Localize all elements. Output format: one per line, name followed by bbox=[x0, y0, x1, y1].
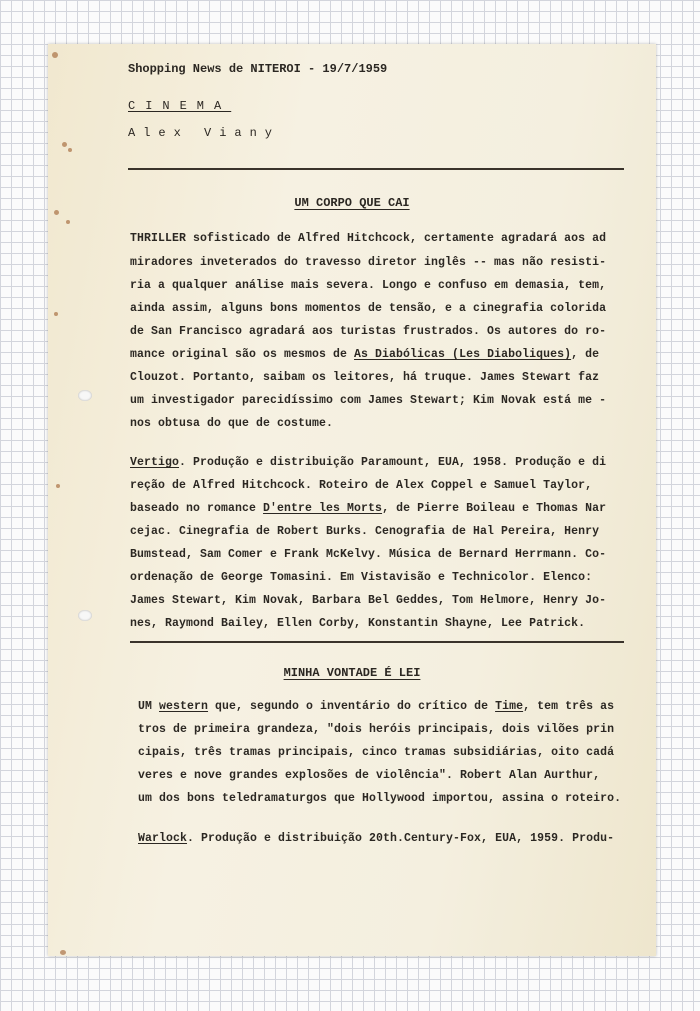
text-line: baseado no romance D'entre les Morts, de Pierre Boileau e Thomas Nar bbox=[130, 502, 607, 515]
review-title: UM CORPO QUE CAI bbox=[294, 196, 410, 210]
text-line: nes, Raymond Bailey, Ellen Corby, Konstantin Shayne, Lee Patrick. bbox=[130, 617, 586, 630]
section-title: CINEMA bbox=[128, 99, 232, 113]
text-line: reção de Alfred Hitchcock. Roteiro de Alex Coppel e Samuel Taylor, bbox=[130, 479, 593, 492]
rust-stain bbox=[62, 142, 67, 147]
punch-hole bbox=[78, 610, 92, 621]
rust-stain bbox=[54, 210, 59, 215]
text-line: Vertigo. Produção e distribuição Paramount, EUA, 1958. Produção e di bbox=[130, 456, 607, 469]
text-line: Bumstead, Sam Comer e Frank McKelvy. Música de Bernard Herrmann. Co- bbox=[130, 548, 607, 561]
divider bbox=[130, 641, 624, 643]
typewritten-page bbox=[48, 44, 656, 956]
text-line: de San Francisco agradará aos turistas frustrados. Os autores do ro- bbox=[130, 325, 607, 338]
text-line: cipais, três tramas principais, cinco tramas subsidiárias, oito cadá bbox=[138, 746, 615, 759]
rust-stain bbox=[68, 148, 72, 152]
rust-stain bbox=[60, 950, 66, 955]
text-line: nos obtusa do que de costume. bbox=[130, 417, 334, 430]
text-line: cejac. Cinegrafia de Robert Burks. Cenografia de Hal Pereira, Henry bbox=[130, 525, 600, 538]
text-line: ainda assim, alguns bons momentos de tensão, e a cinegrafia colorida bbox=[130, 302, 607, 315]
punch-hole bbox=[78, 390, 92, 401]
author: Alex Viany bbox=[128, 126, 281, 140]
review-title: MINHA VONTADE É LEI bbox=[283, 666, 421, 680]
text-line: THRILLER sofisticado de Alfred Hitchcock, certamente agradará aos ad bbox=[130, 232, 607, 245]
page-header: Shopping News de NITEROI - 19/7/1959 bbox=[128, 62, 388, 76]
text-line: Clouzot. Portanto, saibam os leitores, há truque. James Stewart faz bbox=[130, 371, 600, 384]
text-line: UM western que, segundo o inventário do crítico de Time, tem três as bbox=[138, 700, 615, 713]
text-line: mance original são os mesmos de As Diabólicas (Les Diaboliques), de bbox=[130, 348, 600, 361]
credits-line: Warlock. Produção e distribuição 20th.Century-Fox, EUA, 1959. Produ- bbox=[138, 832, 615, 845]
text-line: tros de primeira grandeza, "dois heróis principais, dois vilões prin bbox=[138, 723, 615, 736]
text-line: veres e nove grandes explosões de violência". Robert Alan Aurthur, bbox=[138, 769, 601, 782]
text-line: um dos bons teledramaturgos que Hollywood importou, assina o roteiro. bbox=[138, 792, 622, 805]
text-line: miradores inveterados do travesso diretor inglês -- mas não resisti- bbox=[130, 256, 607, 269]
rust-stain bbox=[54, 312, 58, 316]
rust-stain bbox=[56, 484, 60, 488]
text-line: ordenação de George Tomasini. Em Vistavisão e Technicolor. Elenco: bbox=[130, 571, 593, 584]
text-line: James Stewart, Kim Novak, Barbara Bel Geddes, Tom Helmore, Henry Jo- bbox=[130, 594, 607, 607]
text-line: um investigador parecidíssimo com James Stewart; Kim Novak está me - bbox=[130, 394, 607, 407]
text-line: ria a qualquer análise mais severa. Longo e confuso em demasia, tem, bbox=[130, 279, 607, 292]
rust-stain bbox=[52, 52, 58, 58]
rust-stain bbox=[66, 220, 70, 224]
divider bbox=[128, 168, 624, 170]
